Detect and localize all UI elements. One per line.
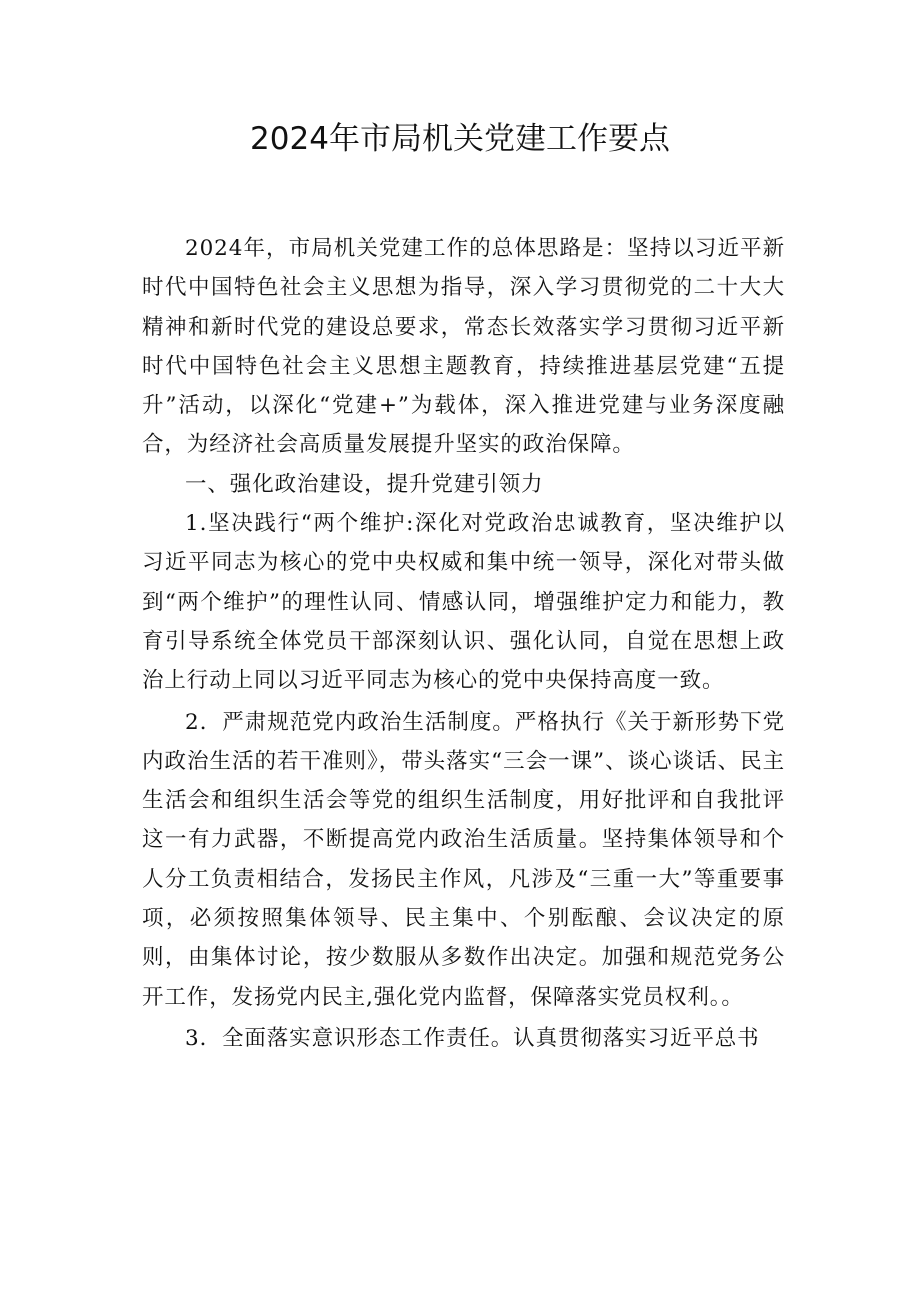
document-title: 2024年市局机关党建工作要点: [250, 121, 670, 157]
item-paragraph-3: 3．全面落实意识形态工作责任。认真贯彻落实习近平总书: [185, 1025, 760, 1051]
item-paragraph-2: 2．严肃规范党内政治生活制度。严格执行《关于新形势下党内政治生活的若干准则》，带头落实“三会一课”、谈心谈话、民主生活会和组织生活会等党的组织生活制度，用好批评和自我批评这一有力武器，不断提高党内政治生活质量。坚持集体领导和个人分工负责相结合，发扬民主作风，凡涉及“三重一大”等重要事项，必须按照集体领导、民主集中、个别酝酿、会议决定的原则，由集体讨论，按少数服从多数作出决定。加强和规范党务公开工作，发扬党内民主,强化党内监督，保障落实党员权利。。: [142, 709, 785, 1010]
section-heading-1: 一、强化政治建设，提升党建引领力: [185, 471, 544, 497]
intro-paragraph: 2024年，市局机关党建工作的总体思路是：坚持以习近平新时代中国特色社会主义思想为指导，深入学习贯彻党的二十大大精神和新时代党的建设总要求，常态长效落实学习贯彻习近平新时代中国特色社会主义思想主题教育，持续推进基层党建“五提升”活动，以深化“党建+”为载体，深入推进党建与业务深度融合，为经济社会高质量发展提升坚实的政治保障。: [142, 236, 785, 458]
document-body: [142, 229, 785, 1058]
item-paragraph-1: 1.坚决践行“两个维护:深化对党政治忠诚教育，坚决维护以习近平同志为核心的党中央权威和集中统一领导，深化对带头做到“两个维护”的理性认同、情感认同，增强维护定力和能力，教育引导系统全体党员干部深刻认识、强化认同，自觉在思想上政治上行动上同以习近平同志为核心的党中央保持高度一致。: [142, 511, 785, 694]
